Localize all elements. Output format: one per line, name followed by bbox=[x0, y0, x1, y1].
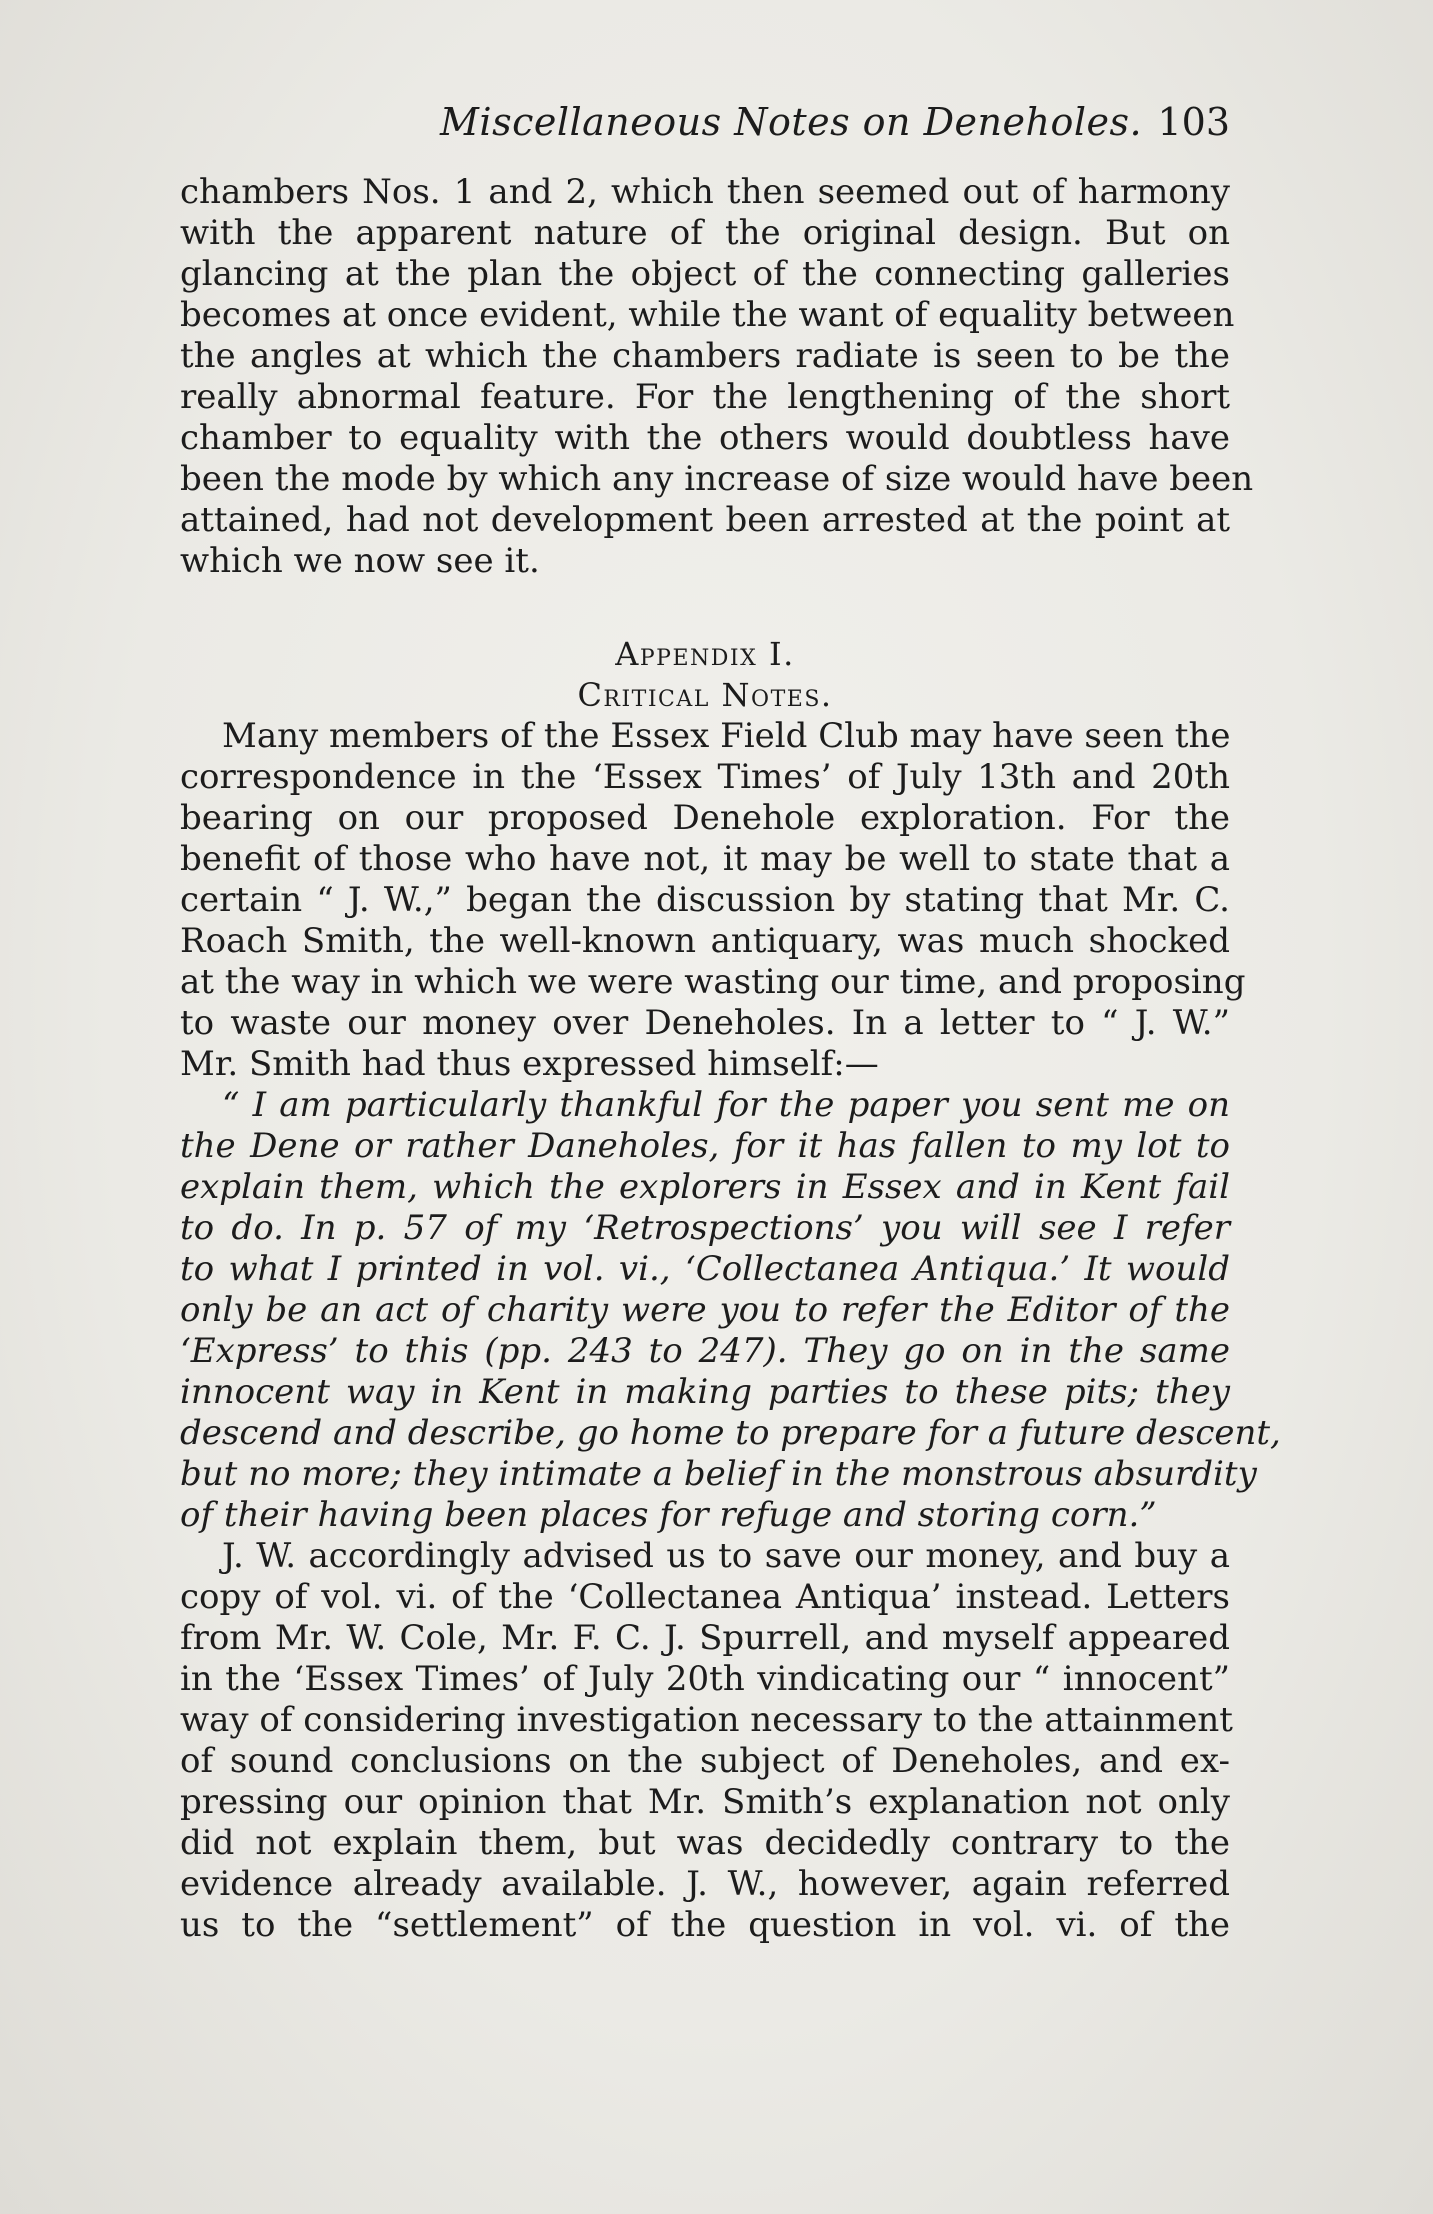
text-line: pressing our opinion that Mr. Smith’s explanation not only bbox=[180, 1782, 1230, 1822]
text-line: way of considering investigation necessary to the attainment bbox=[180, 1700, 1233, 1740]
text-line: at the way in which we were wasting our time, and proposing bbox=[180, 962, 1246, 1002]
quote-line: explain them, which the explorers in Essex and in Kent fail bbox=[180, 1167, 1230, 1207]
paragraph-2 bbox=[180, 716, 1246, 1085]
text-line: benefit of those who have not, it may be well to state that a bbox=[180, 839, 1230, 879]
quote-line: ‘Express’ to this (pp. 243 to 247). They go on in the same bbox=[180, 1331, 1230, 1371]
text-line: chambers Nos. 1 and 2, which then seemed out of harmony bbox=[180, 172, 1230, 212]
body-text bbox=[180, 172, 1281, 1946]
text-line: of sound conclusions on the subject of Deneholes, and ex- bbox=[180, 1741, 1230, 1781]
text-line: which we now see it. bbox=[180, 541, 540, 581]
text-line: attained, had not development been arrested at the point at bbox=[180, 500, 1230, 540]
text-line: Many members of the Essex Field Club may have seen the bbox=[222, 716, 1231, 756]
quote-line: innocent way in Kent in making parties to these pits; they bbox=[180, 1372, 1230, 1412]
text-line: certain “ J. W.,” began the discussion by stating that Mr. C. bbox=[180, 880, 1230, 920]
text-line: Mr. Smith had thus expressed himself:— bbox=[180, 1044, 879, 1084]
text-line: evidence already available. J. W., however, again referred bbox=[180, 1864, 1230, 1904]
text-line: to waste our money over Deneholes. In a letter to “ J. W.” bbox=[180, 1003, 1230, 1043]
appendix-heading: Appendix I. bbox=[615, 635, 795, 673]
quote-line: to what I printed in vol. vi., ‘Collectanea Antiqua.’ It would bbox=[180, 1249, 1230, 1289]
text-line: from Mr. W. Cole, Mr. F. C. J. Spurrell, and myself appeared bbox=[180, 1618, 1230, 1658]
text-line: us to the “settlement” of the question in vol. vi. of the bbox=[180, 1905, 1230, 1945]
text-line: really abnormal feature. For the lengthening of the short bbox=[180, 377, 1230, 417]
text-line: in the ‘Essex Times’ of July 20th vindicating our “ innocent” bbox=[180, 1659, 1230, 1699]
section-heading: Critical Notes. bbox=[577, 676, 833, 714]
text-line: bearing on our proposed Denehole exploration. For the bbox=[180, 798, 1230, 838]
page-header bbox=[180, 92, 1230, 152]
text-line: chamber to equality with the others would doubtless have bbox=[180, 418, 1230, 458]
quote-line: the Dene or rather Daneholes, for it has fallen to my lot to bbox=[180, 1126, 1230, 1166]
quote-line: descend and describe, go home to prepare for a future descent, bbox=[180, 1413, 1281, 1453]
text-line: Roach Smith, the well-known antiquary, was much shocked bbox=[180, 921, 1230, 961]
text-line: with the apparent nature of the original design. But on bbox=[180, 213, 1230, 253]
paragraph-3 bbox=[180, 1536, 1233, 1946]
text-line: did not explain them, but was decidedly contrary to the bbox=[180, 1823, 1230, 1863]
text-line: becomes at once evident, while the want of equality between bbox=[180, 295, 1235, 335]
text-line: been the mode by which any increase of size would have been bbox=[180, 459, 1254, 499]
quote-line: “ I am particularly thankful for the paper you sent me on bbox=[222, 1085, 1230, 1125]
quote-line: but no more; they intimate a belief in the monstrous absurdity bbox=[180, 1454, 1257, 1494]
quote-line: to do. In p. 57 of my ‘Retrospections’ you will see I refer bbox=[180, 1208, 1230, 1248]
text-line: the angles at which the chambers radiate is seen to be the bbox=[180, 336, 1230, 376]
running-head: Miscellaneous Notes on Deneholes. bbox=[440, 100, 1143, 144]
block-quote bbox=[180, 1085, 1281, 1536]
page-number: 103 bbox=[1157, 100, 1230, 144]
quote-line: only be an act of charity were you to refer the Editor of the bbox=[180, 1290, 1230, 1330]
text-line: copy of vol. vi. of the ‘Collectanea Antiqua’ instead. Letters bbox=[180, 1577, 1230, 1617]
quote-line: of their having been places for refuge and storing corn.” bbox=[180, 1495, 1157, 1535]
paragraph-1 bbox=[180, 172, 1254, 582]
text-line: glancing at the plan the object of the connecting galleries bbox=[180, 254, 1230, 294]
text-line: correspondence in the ‘Essex Times’ of July 13th and 20th bbox=[180, 757, 1230, 797]
text-line: J. W. accordingly advised us to save our money, and buy a bbox=[222, 1536, 1230, 1576]
